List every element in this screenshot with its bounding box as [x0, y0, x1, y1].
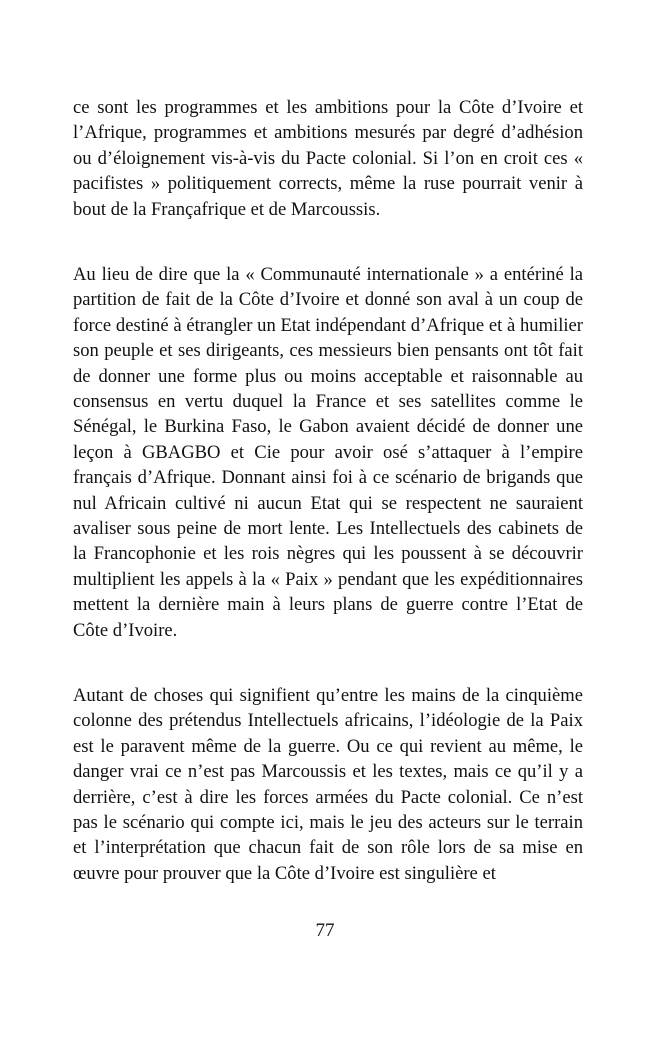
paragraph-1: ce sont les programmes et les ambitions pour la Côte d’Ivoire et l’Afrique, programmes et ambitions mesurés par degré d’adhésion ou d’éloignement vis-à-vis du Pacte colonial. Si l’on en croit ces « pacifistes » politiquement corrects, même la ruse pourrait venir à bout de la Françafrique et de Marcoussis.: [73, 97, 583, 220]
page-number: 77: [315, 920, 335, 941]
paragraph-2: Au lieu de dire que la « Communauté internationale » a entériné la partition de fait de la Côte d’Ivoire et donné son aval à un coup de force destiné à étrangler un Etat indépendant d’Afrique et à humilier son peuple et ses dirigeants, ces messieurs bien pensants ont tôt fait de donner une forme plus ou moins acceptable et raisonnable au consensus en vertu duquel la France et ses satellites comme le Sénégal, le Burkina Faso, le Gabon avaient décidé de donner une leçon à GBAGBO et Cie pour avoir osé s’attaquer à l’empire français d’Afrique. Donnant ainsi foi à ce scénario de brigands que nul Africain cultivé ni aucun Etat qui se respectent ne sauraient avaliser sous peine de mort lente. Les Intellectuels des cabinets de la Francophonie et les rois nègres qui les poussent à se découvrir multiplient les appels à la « Paix » pendant que les expéditionnaires mettent la dernière main à leurs plans de guerre contre l’Etat de Côte d’Ivoire.: [73, 264, 583, 641]
paragraph-3: Autant de choses qui signifient qu’entre les mains de la cinquième colonne des prétendus Intellectuels africains, l’idéologie de la Paix est le paravent même de la guerre. Ou ce qui revient au même, le danger vrai ce n’est pas Marcoussis et les textes, mais ce qu’il y a derrière, c’est à dire les forces armées du Pacte colonial. Ce n’est pas le scénario qui compte ici, mais le jeu des acteurs sur le terrain et l’interprétation que chacun fait de son rôle lors de sa mise en œuvre pour prouver que la Côte d’Ivoire est singulière et: [73, 685, 583, 884]
